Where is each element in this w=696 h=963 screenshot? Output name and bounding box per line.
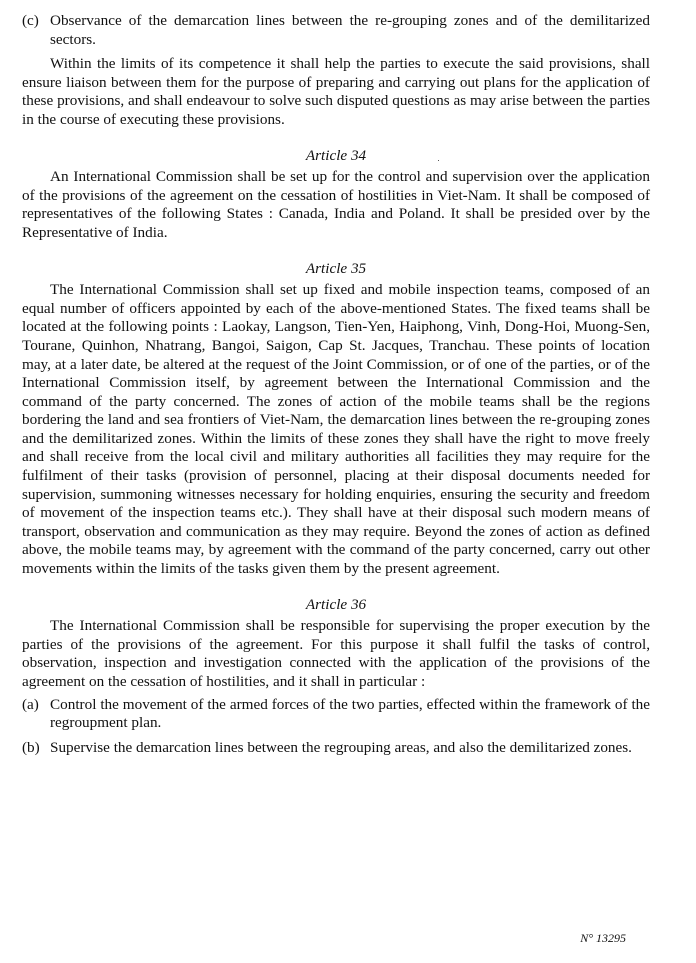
article-34-heading: Article 34: [305, 146, 367, 164]
list-item-b: [22, 739, 650, 758]
article-35-heading: Article 35: [305, 259, 367, 277]
list-item-label: (a): [22, 695, 39, 713]
list-item-text: Control the movement of the armed forces of the two parties, effected within the framework of the regroupment plan.: [50, 695, 650, 732]
intro-paragraph: Within the limits of its competence it shall help the parties to execute the said provisions, shall ensure liaison between them for the purpose of preparing and carrying out plans for the application of these provisions, and shall endeavour to solve such disputed questions as may arise between the parties in the course of executing these provisions.: [22, 55, 650, 128]
list-item-label: (c): [22, 12, 39, 29]
list-item-label: (b): [22, 738, 40, 756]
article-36-text: The International Commission shall be responsible for supervising the proper execution by the parties of the provisions of the agreement. For this purpose it shall fulfil the tasks of control, observation, inspection and investigation connected with the application of the provisions of the agreement on the cessation of hostilities, and it shall in particular :: [22, 617, 650, 690]
document-page: [22, 12, 650, 763]
document-number: N° 13295: [580, 931, 626, 945]
article-36-heading: Article 36: [305, 595, 367, 613]
list-item-c: [22, 12, 650, 49]
print-speck: [438, 160, 439, 161]
article-34-text: An International Commission shall be set up for the control and supervision over the application of the provisions of the agreement on the cessation of hostilities in Viet-Nam. It shall be composed of representatives of the following States : Canada, India and Poland. It shall be presided over by the Representative of India.: [22, 168, 650, 241]
list-item-a: [22, 696, 650, 733]
article-35-text: The International Commission shall set up fixed and mobile inspection teams, composed of an equal number of officers appointed by each of the above-mentioned States. The fixed teams shall be located at the following points : Laokay, Langson, Tien-Yen, Haiphong, Vinh, Dong-Hoi, Muong-Sen, Tourane, Quinhon, Nhatrang, Bangoi, Saigon, Cap St. Jacques, Tranchau. These points of location may, at a later date, be altered at the request of the Joint Commission, or of one of the parties, or of the International Commission itself, by agreement between the International Commission and the command of the party concerned. The zones of action of the mobile teams shall be the regions bordering the land and sea frontiers of Viet-Nam, the demarcation lines between the re-grouping zones and the demilitarized zones. Within the limits of these zones they shall have the right to move freely and shall receive from the local civil and military authorities all facilities they may require for the fulfilment of their tasks (provision of personnel, placing at their disposal documents needed for supervision, summoning witnesses necessary for holding enquiries, ensuring the security and freedom of movement of the inspection teams etc.). They shall have at their disposal such modern means of transport, observation and communication as they may require. Beyond the zones of action as defined above, the mobile teams may, by agreement with the command of the party concerned, carry out other movements within the limits of the tasks given them by the present agreement.: [22, 281, 650, 578]
list-item-text: Observance of the demarcation lines between the re-grouping zones and of the demilitarized sectors.: [50, 12, 650, 48]
list-item-text: Supervise the demarcation lines between the regrouping areas, and also the demilitarized zones.: [50, 738, 632, 756]
